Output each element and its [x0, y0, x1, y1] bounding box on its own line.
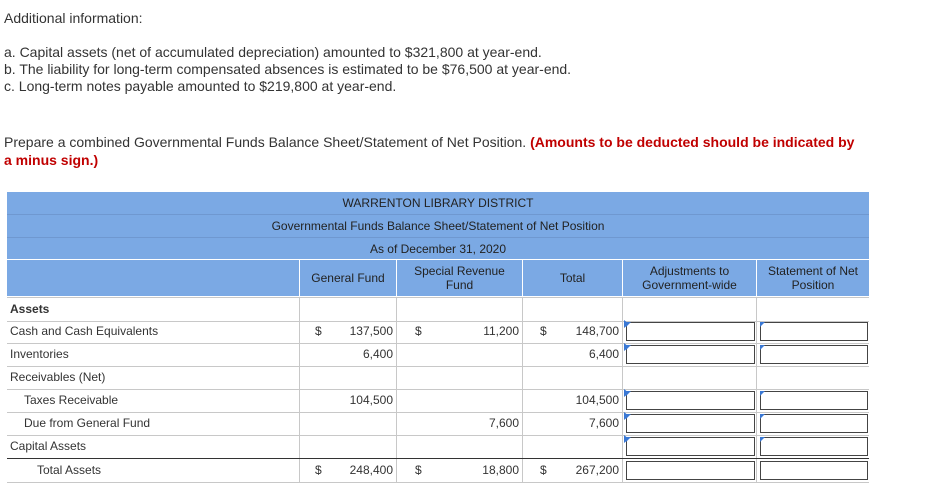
input-flag-icon — [626, 414, 631, 419]
net-position-input[interactable] — [760, 461, 868, 480]
table-row — [7, 389, 869, 413]
currency-symbol: $ — [415, 324, 422, 338]
info-heading: Additional information: — [4, 10, 143, 26]
total-header: Total — [523, 260, 623, 296]
currency-symbol: $ — [540, 463, 547, 477]
row-label: Capital Assets — [10, 439, 87, 453]
special-revenue-header: Special Revenue Fund — [397, 260, 523, 296]
prompt-instruction-2: a minus sign.) — [4, 152, 99, 168]
table-date: As of December 31, 2020 — [369, 242, 507, 256]
general-fund-value: 104,500 — [349, 393, 393, 407]
general-fund-value: 137,500 — [349, 324, 393, 338]
balance-sheet-table — [7, 192, 869, 477]
special-revenue-value: 11,200 — [483, 324, 519, 338]
table-row — [7, 412, 869, 436]
net-position-input[interactable] — [760, 437, 868, 456]
input-flag-icon — [760, 345, 765, 350]
adjustments-input[interactable] — [626, 345, 755, 364]
net-position-input[interactable] — [760, 391, 868, 410]
table-row — [7, 435, 869, 459]
table-subtitle-row — [7, 215, 869, 238]
total-value: 104,500 — [575, 393, 619, 407]
input-flag-icon — [626, 437, 631, 442]
label-column-header — [7, 260, 300, 296]
info-note-b: b. The liability for long-term compensated absences is estimated to be $76,500 at year-end. — [4, 61, 572, 77]
adjustments-input[interactable] — [626, 461, 755, 480]
special-revenue-value: 7,600 — [488, 416, 519, 430]
currency-symbol: $ — [315, 463, 322, 477]
row-label: Cash and Cash Equivalents — [10, 324, 159, 338]
prompt-text: Prepare a combined Governmental Funds Balance Sheet/Statement of Net Position. — [4, 134, 527, 150]
input-flag-icon — [760, 391, 765, 396]
general-fund-value: 6,400 — [362, 347, 393, 361]
table-title: WARRENTON LIBRARY DISTRICT — [342, 196, 534, 210]
adjustments-input[interactable] — [626, 322, 755, 341]
question-prompt — [4, 133, 940, 169]
additional-information — [4, 10, 571, 95]
adjustments-header: Adjustments to Government-wide — [623, 260, 757, 296]
prompt-instruction-1: (Amounts to be deducted should be indicated by — [530, 134, 855, 150]
special-revenue-value: 18,800 — [482, 463, 519, 477]
adjustments-input[interactable] — [626, 414, 755, 433]
table-row — [7, 458, 869, 483]
total-value: 7,600 — [588, 416, 619, 430]
total-value: 6,400 — [588, 347, 619, 361]
table-row — [7, 343, 869, 367]
net-position-input[interactable] — [760, 414, 868, 433]
currency-symbol: $ — [315, 324, 322, 338]
input-flag-icon — [626, 322, 631, 327]
net-position-input[interactable] — [760, 345, 868, 364]
net-position-header: Statement of Net Position — [757, 260, 869, 296]
table-title-row — [7, 192, 869, 215]
input-flag-icon — [626, 391, 631, 396]
table-row — [7, 297, 869, 322]
total-value: 148,700 — [575, 324, 619, 338]
row-label: Inventories — [10, 347, 69, 361]
net-position-input[interactable] — [760, 322, 868, 341]
input-flag-icon — [626, 345, 631, 350]
input-flag-icon — [760, 414, 765, 419]
currency-symbol: $ — [540, 324, 547, 338]
row-label: Due from General Fund — [24, 416, 151, 430]
table-subtitle: Governmental Funds Balance Sheet/Statement of Net Position — [271, 219, 605, 233]
general-fund-value: 248,400 — [349, 463, 393, 477]
row-label: Total Assets — [37, 463, 102, 477]
input-flag-icon — [760, 322, 765, 327]
adjustments-input[interactable] — [626, 391, 755, 410]
general-fund-header: General Fund — [300, 260, 397, 296]
info-note-a: a. Capital assets (net of accumulated depreciation) amounted to $321,800 at year-end. — [4, 44, 542, 60]
row-label: Receivables (Net) — [10, 370, 106, 384]
input-flag-icon — [760, 437, 765, 442]
table-row — [7, 320, 869, 344]
currency-symbol: $ — [415, 463, 422, 477]
row-label: Taxes Receivable — [24, 393, 119, 407]
total-value: 267,200 — [575, 463, 619, 477]
adjustments-input[interactable] — [626, 437, 755, 456]
table-row — [7, 366, 869, 390]
table-date-row — [7, 238, 869, 259]
row-label: Assets — [10, 302, 50, 316]
info-note-c: c. Long-term notes payable amounted to $219,800 at year-end. — [4, 78, 397, 94]
